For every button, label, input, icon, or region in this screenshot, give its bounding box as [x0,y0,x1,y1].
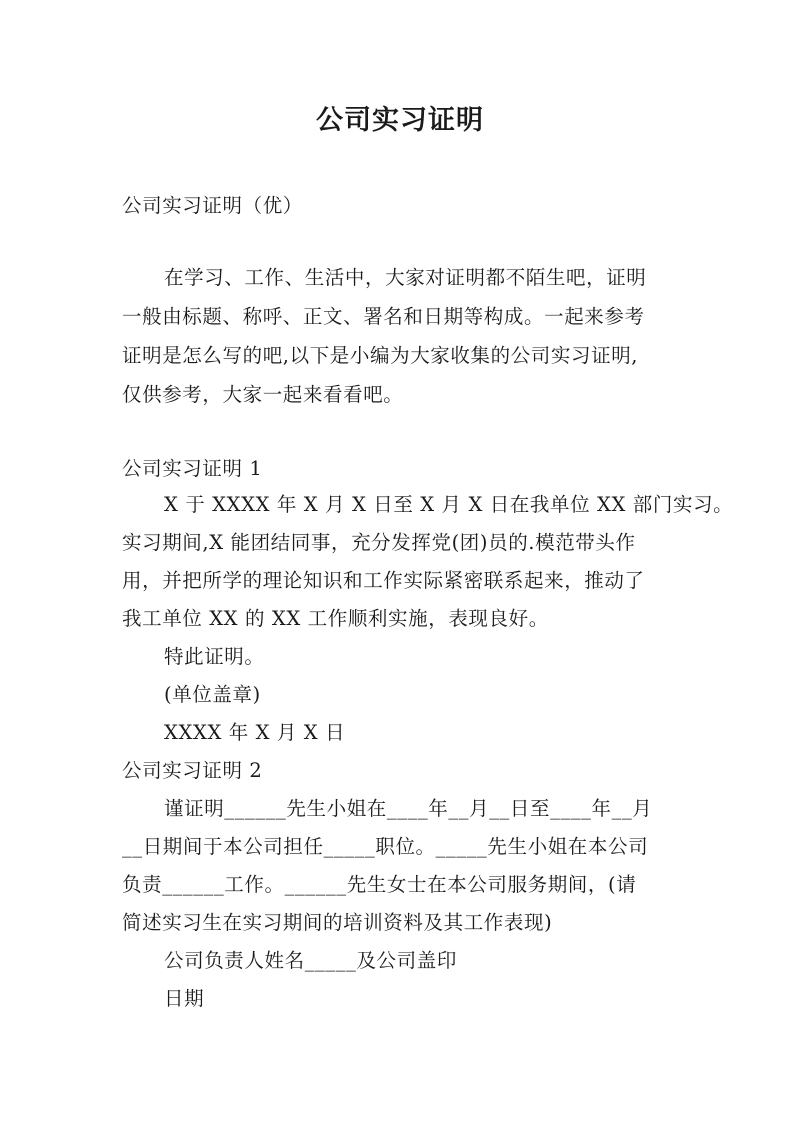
intro-line-2: 一般由标题、称呼、正文、署名和日期等构成。一起来参考 [122,305,645,328]
section1-body-line-2: 实习期间,X 能团结同事，充分发挥党(团)员的.模范带头作 [122,531,636,554]
intro-line-4: 仅供参考，大家一起来看看吧。 [122,383,404,406]
section1-seal: (单位盖章) [164,683,261,706]
section2-body-line-3: 负责______工作。______先生女士在本公司服务期间，(请 [122,873,637,896]
section2-body-line-2: __日期间于本公司担任_____职位。_____先生小姐在本公司 [122,835,649,858]
intro-line-1: 在学习、工作、生活中，大家对证明都不陌生吧，证明 [164,266,647,289]
intro-line-3: 证明是怎么写的吧,以下是小编为大家收集的公司实习证明, [122,344,639,367]
section1-date: XXXX 年 X 月 X 日 [164,721,346,744]
section2-heading: 公司实习证明 2 [122,759,263,782]
section2-body-line-4: 简述实习生在实习期间的培训资料及其工作表现) [122,911,553,934]
document-subtitle: 公司实习证明（优） [122,194,303,217]
section2-signer: 公司负责人姓名_____及公司盖印 [164,949,457,972]
section1-body-line-4: 我工单位 XX 的 XX 工作顺利实施，表现良好。 [122,607,549,630]
section2-body-line-1: 谨证明______先生小姐在____年__月__日至____年__月 [164,797,653,820]
section1-body-line-1: X 于 XXXX 年 X 月 X 日至 X 月 X 日在我单位 XX 部门实习。 [164,493,734,516]
section2-date-label: 日期 [164,987,205,1010]
section1-heading: 公司实习证明 1 [122,457,263,480]
section1-closing: 特此证明。 [164,645,265,668]
section1-body-line-3: 用，并把所学的理论知识和工作实际紧密联系起来，推动了 [122,569,645,592]
document-title: 公司实习证明 [316,105,484,136]
